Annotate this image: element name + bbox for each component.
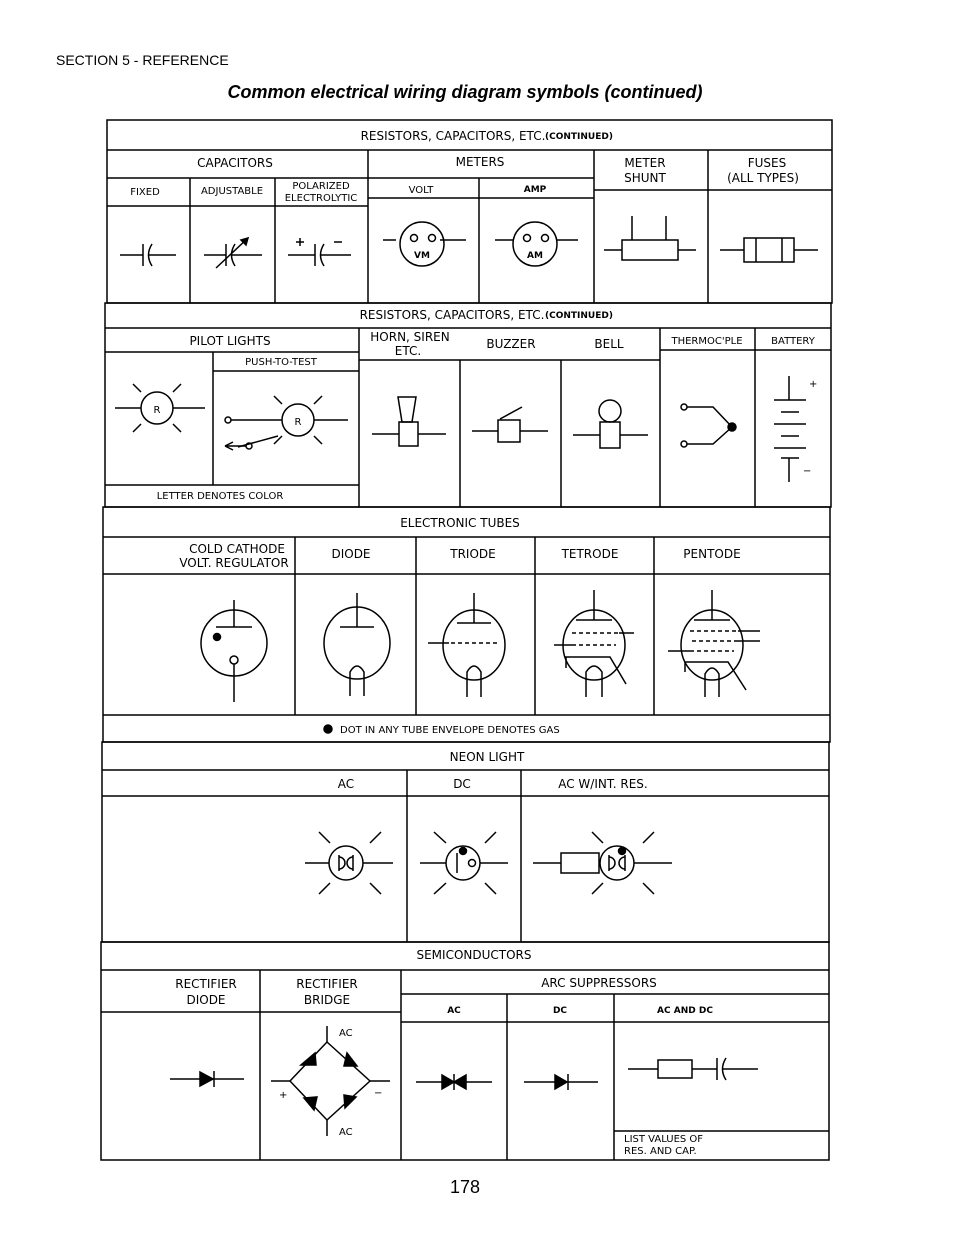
rectifier-diode-label-1: RECTIFIER xyxy=(175,977,237,991)
rectifier-bridge-symbol xyxy=(271,1026,390,1138)
fixed-capacitor-symbol xyxy=(120,244,176,266)
cold-cathode-tube-symbol xyxy=(201,600,267,702)
pentode-label: PENTODE xyxy=(683,547,741,561)
panel-resistors-capacitors-2 xyxy=(105,303,831,507)
rectifier-bridge-label-2: BRIDGE xyxy=(303,993,351,1007)
am-label: AM xyxy=(527,251,543,261)
tubes-heading: ELECTRONIC TUBES xyxy=(400,516,520,530)
arc-suppressor-dc-symbol xyxy=(524,1074,598,1090)
gas-note: DOT IN ANY TUBE ENVELOPE DENOTES GAS xyxy=(340,725,560,736)
arc-suppressor-acdc-symbol xyxy=(628,1058,758,1080)
panel-resistors-capacitors-1 xyxy=(107,120,832,303)
panel2-heading: RESISTORS, CAPACITORS, ETC. xyxy=(359,308,545,322)
semiconductors-heading: SEMICONDUCTORS xyxy=(416,948,532,962)
bell-symbol xyxy=(573,400,648,448)
cold-cathode-label: COLD CATHODE xyxy=(189,542,285,556)
fuse-symbol xyxy=(720,238,818,262)
panel-semiconductors xyxy=(101,942,829,1160)
arc-ac-label: AC xyxy=(447,1006,461,1016)
battery-label: BATTERY xyxy=(771,336,815,347)
arc-suppressor-ac-symbol xyxy=(416,1074,492,1090)
volt-regulator-label: VOLT. REGULATOR xyxy=(179,556,289,570)
neon-ac-res-label: AC W/INT. RES. xyxy=(558,777,648,791)
pilot-lights-label: PILOT LIGHTS xyxy=(189,334,271,348)
meter-label: METER xyxy=(624,156,666,170)
ammeter-symbol xyxy=(495,222,578,266)
horn-label: HORN, SIREN xyxy=(370,330,450,344)
pentode-tube-symbol xyxy=(668,590,760,697)
rectifier-diode-label-2: DIODE xyxy=(186,993,226,1007)
arc-dc-label: DC xyxy=(552,1006,568,1016)
fuses-types-label: (ALL TYPES) xyxy=(727,171,799,185)
battery-symbol xyxy=(774,376,817,482)
buzzer-label: BUZZER xyxy=(486,337,536,351)
neon-dc-symbol xyxy=(420,832,508,894)
push-r-label: R xyxy=(294,417,302,428)
section-label: SECTION 5 - REFERENCE xyxy=(56,52,229,68)
neon-ac-res-symbol xyxy=(533,832,672,894)
meters-label: METERS xyxy=(455,155,505,169)
diode-tube-symbol xyxy=(324,593,390,696)
bridge-ac-bottom: AC xyxy=(339,1127,353,1138)
bridge-plus: + xyxy=(279,1090,288,1101)
letter-note: LETTER DENOTES COLOR xyxy=(156,491,284,502)
rectifier-diode-symbol xyxy=(170,1071,244,1087)
panel-neon-light xyxy=(102,742,829,942)
neon-heading: NEON LIGHT xyxy=(449,750,525,764)
shunt-label: SHUNT xyxy=(624,171,666,185)
page-number: 178 xyxy=(449,1177,481,1197)
vm-label: VM xyxy=(414,251,430,261)
battery-plus: + xyxy=(809,379,818,390)
horn-etc-label: ETC. xyxy=(394,344,422,358)
amp-label: AMP xyxy=(523,185,547,195)
panel1-heading-suffix: (CONTINUED) xyxy=(545,132,613,142)
volt-label: VOLT xyxy=(408,185,434,196)
fuses-label: FUSES xyxy=(747,156,787,170)
battery-minus: − xyxy=(803,466,812,477)
capacitors-label: CAPACITORS xyxy=(197,156,273,170)
pilot-r-label: R xyxy=(153,405,161,416)
page-title: Common electrical wiring diagram symbols (continued) xyxy=(227,82,703,102)
list-note-2: RES. AND CAP. xyxy=(624,1146,697,1157)
panel2-heading-suffix: (CONTINUED) xyxy=(545,311,613,321)
adjustable-capacitor-symbol xyxy=(204,238,262,268)
diode-tube-label: DIODE xyxy=(331,547,371,561)
arc-ac-dc-label: AC AND DC xyxy=(657,1006,713,1016)
voltmeter-symbol xyxy=(383,222,466,266)
list-note-1: LIST VALUES OF xyxy=(624,1134,704,1145)
triode-tube-symbol xyxy=(428,593,505,697)
adjustable-label: ADJUSTABLE xyxy=(200,186,264,197)
neon-dc-label: DC xyxy=(453,777,471,791)
tetrode-label: TETRODE xyxy=(561,547,619,561)
neon-ac-symbol xyxy=(305,832,393,894)
tetrode-tube-symbol xyxy=(554,590,634,697)
arc-suppressors-label: ARC SUPPRESSORS xyxy=(541,976,657,990)
panel1-heading: RESISTORS, CAPACITORS, ETC. xyxy=(360,129,546,143)
bridge-ac-top: AC xyxy=(339,1028,353,1039)
bell-label: BELL xyxy=(594,337,624,351)
panel-electronic-tubes xyxy=(103,507,830,742)
electrolytic-label: ELECTROLYTIC xyxy=(284,193,358,204)
buzzer-symbol xyxy=(472,407,548,442)
thermocouple-symbol xyxy=(681,404,736,447)
rectifier-bridge-label-1: RECTIFIER xyxy=(296,977,358,991)
meter-shunt-symbol xyxy=(604,216,696,260)
polarized-label: POLARIZED xyxy=(292,181,350,192)
triode-label: TRIODE xyxy=(450,547,496,561)
bridge-minus: − xyxy=(374,1088,383,1099)
pilot-light-symbol xyxy=(115,384,205,432)
neon-ac-label: AC xyxy=(337,777,355,791)
push-to-test-label: PUSH-TO-TEST xyxy=(245,357,317,368)
fixed-label: FIXED xyxy=(130,187,160,198)
horn-symbol xyxy=(372,397,446,446)
polarized-capacitor-symbol xyxy=(288,238,351,266)
push-to-test-light-symbol xyxy=(225,396,348,450)
thermocouple-label: THERMOC'PLE xyxy=(671,336,743,347)
